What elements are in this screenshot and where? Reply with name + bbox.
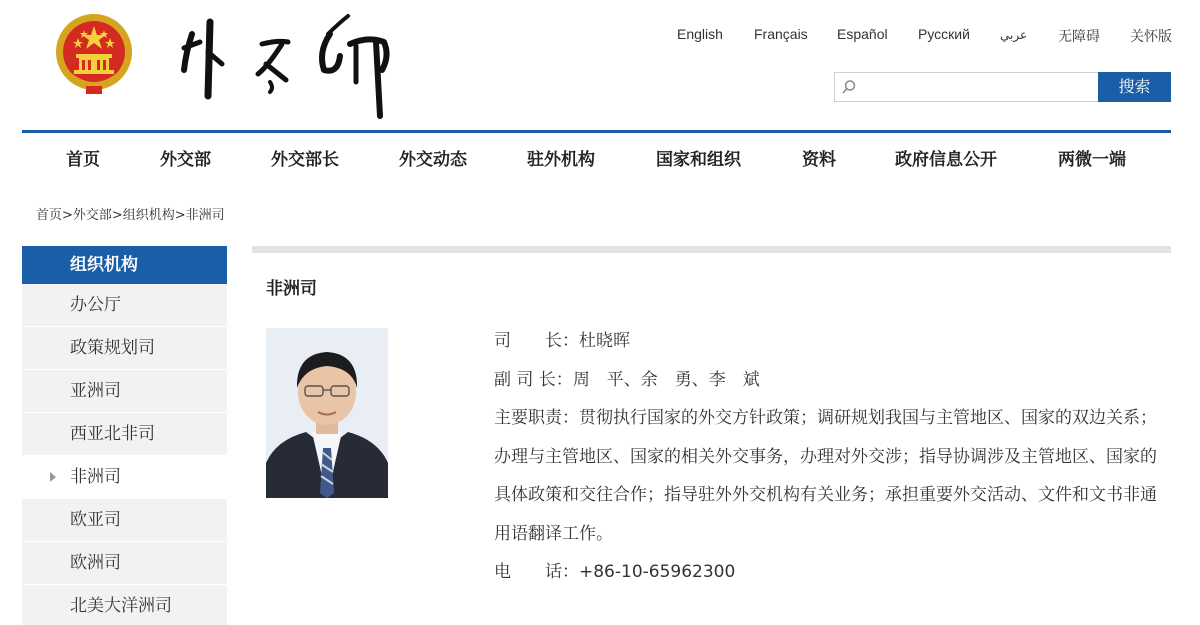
nav-item-weibo-weixin[interactable]: 两微一端: [1058, 150, 1126, 170]
lang-french-link[interactable]: Français: [754, 26, 808, 42]
sidebar-item-label: 非洲司: [70, 467, 121, 487]
sidebar-item-label: 欧亚司: [70, 510, 121, 530]
care-version-link[interactable]: 关怀版: [1130, 28, 1172, 44]
phone-label: 电 话：: [494, 562, 579, 582]
sidebar-item-african-affairs[interactable]: [22, 456, 227, 499]
nav-item-home[interactable]: 首页: [66, 150, 100, 170]
search-input[interactable]: [861, 75, 1091, 99]
lang-english-link[interactable]: English: [677, 26, 723, 42]
sidebar-item-european-affairs[interactable]: [22, 542, 227, 585]
nav-item-diplomatic-news[interactable]: 外交动态: [399, 150, 467, 170]
deputy-row: [494, 361, 1159, 400]
nav-item-government-info[interactable]: 政府信息公开: [895, 150, 997, 170]
main-nav: [22, 140, 1171, 172]
sidebar-title[interactable]: 组织机构: [22, 246, 227, 284]
deputy-names: 周 平、余 勇、李 斌: [572, 369, 760, 390]
duty-text: 贯彻执行国家的外交方针政策；调研规划我国与主管地区、国家的双边关系；办理与主管地区、国家的相关外交事务，办理对外交涉；指导协调涉及主管地区、国家的具体政策和交往合作；指导驻外外交机构有关业务；承担重要外交活动、文件和文书非通用语翻译工作。: [494, 408, 1157, 544]
sidebar-item-asian-affairs[interactable]: [22, 370, 227, 413]
sidebar-item-label: 政策规划司: [70, 338, 155, 358]
sidebar-item-general-office[interactable]: [22, 284, 227, 327]
director-name: 杜晓晖: [579, 331, 630, 351]
department-info: [494, 322, 1159, 592]
director-row: [494, 322, 1159, 361]
lang-russian-link[interactable]: Русский: [918, 26, 970, 42]
page-title: 非洲司: [266, 279, 317, 299]
duty-row: [494, 399, 1159, 553]
phone-row: [494, 553, 1159, 592]
nav-item-missions-abroad[interactable]: 驻外机构: [527, 150, 595, 170]
breadcrumb[interactable]: 首页>外交部>组织机构>非洲司: [36, 208, 225, 223]
lang-spanish-link[interactable]: Español: [837, 26, 888, 42]
nav-item-minister[interactable]: 外交部长: [271, 150, 339, 170]
sidebar-item-label: 欧洲司: [70, 553, 121, 573]
calligraphy-logo-icon: [178, 12, 394, 122]
search-box: [834, 72, 1099, 102]
nav-item-materials[interactable]: 资料: [802, 150, 836, 170]
nav-divider: [22, 130, 1171, 133]
lang-arabic-link[interactable]: عربي: [1000, 28, 1028, 42]
sidebar-item-label: 西亚北非司: [70, 424, 155, 444]
duty-label: 主要职责：: [494, 408, 579, 428]
sidebar-item-policy-planning[interactable]: [22, 327, 227, 370]
sidebar-item-label: 办公厅: [70, 295, 121, 315]
sidebar-item-west-asian-north-african[interactable]: [22, 413, 227, 456]
director-label: 司 长：: [494, 331, 579, 351]
sidebar-item-label: 北美大洋洲司: [70, 596, 172, 616]
accessibility-link[interactable]: 无障碍: [1058, 28, 1100, 44]
sidebar-item-eurasian-affairs[interactable]: [22, 499, 227, 542]
phone-number: +86-10-65962300: [579, 562, 736, 582]
sidebar-item-label: 亚洲司: [70, 381, 121, 401]
deputy-label: 副 司 长：: [494, 369, 573, 390]
content-top-bar: [252, 246, 1171, 253]
sidebar: [22, 246, 227, 625]
director-portrait: [266, 328, 388, 498]
search-button[interactable]: 搜索: [1098, 72, 1171, 102]
nav-item-countries-organizations[interactable]: 国家和组织: [656, 150, 741, 170]
sidebar-item-north-american-oceanian[interactable]: [22, 585, 227, 625]
triangle-right-icon: [50, 472, 56, 482]
search-icon: [841, 79, 857, 95]
national-emblem-icon: [52, 10, 136, 98]
nav-item-ministry[interactable]: 外交部: [160, 150, 211, 170]
